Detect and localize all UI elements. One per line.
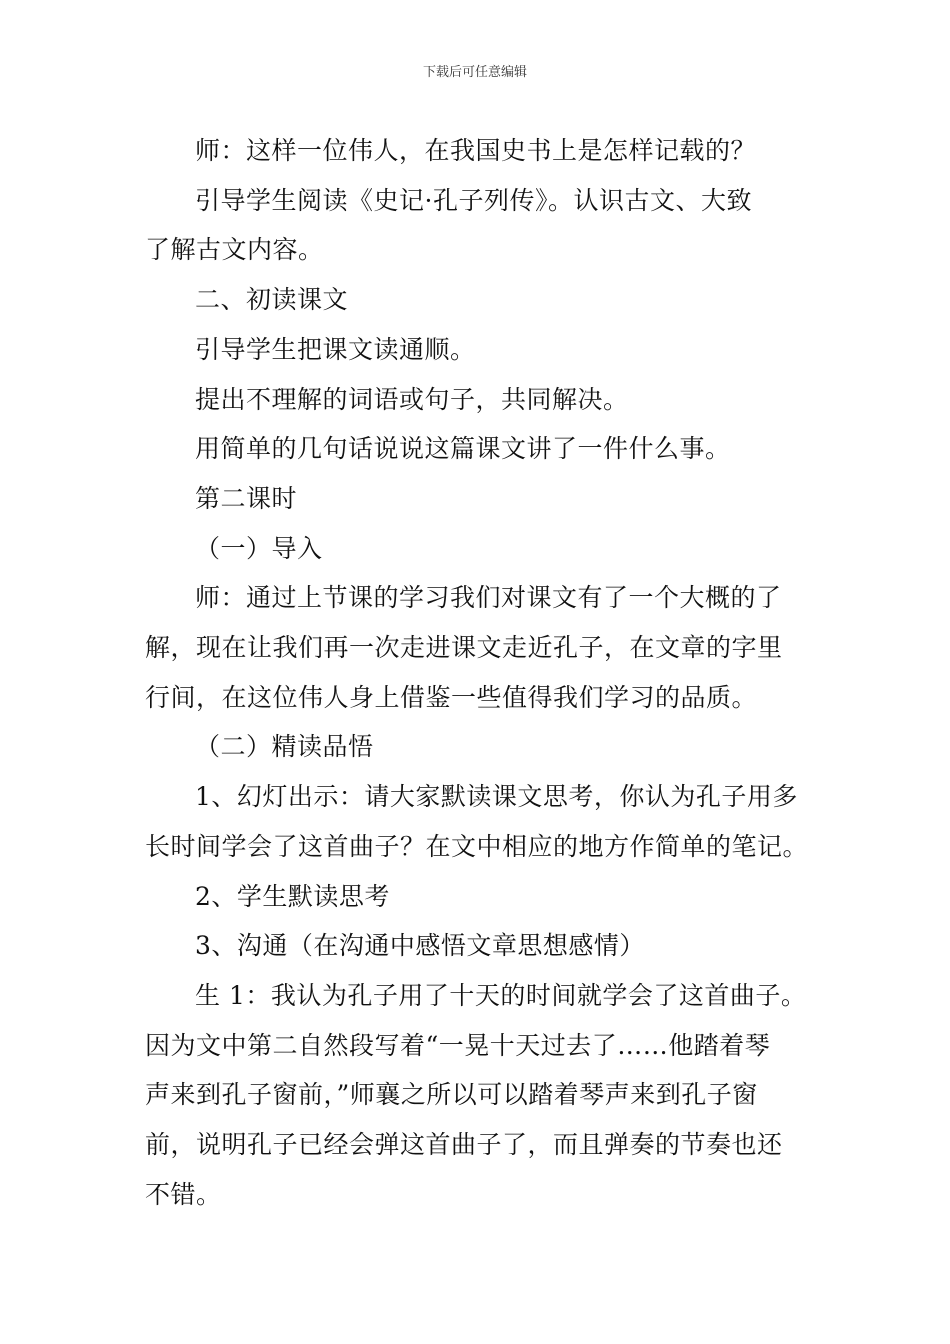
paragraph-line: 不错。 bbox=[145, 1179, 222, 1209]
paragraph-line: 提出不理解的词语或句子，共同解决。 bbox=[195, 384, 629, 414]
paragraph-line: 长时间学会了这首曲子？在文中相应的地方作简单的笔记。 bbox=[145, 831, 809, 861]
page-header: 下载后可任意编辑 bbox=[422, 65, 527, 80]
subsection-heading: （二）精读品悟 bbox=[195, 732, 374, 762]
paragraph-line: 前，说明孔子已经会弹这首曲子了，而且弹奏的节奏也还 bbox=[145, 1130, 783, 1160]
paragraph-line: 3、沟通（在沟通中感悟文章思想感情） bbox=[195, 931, 645, 961]
paragraph-line: 引导学生阅读《史记·孔子列传》。认识古文、大致 bbox=[195, 185, 752, 215]
paragraph-line: 声来到孔子窗前，”师襄之所以可以踏着琴声来到孔子窗 bbox=[145, 1080, 758, 1110]
paragraph-line: 用简单的几句话说说这篇课文讲了一件什么事。 bbox=[195, 434, 731, 464]
paragraph-line: 生 1：我认为孔子用了十天的时间就学会了这首曲子。 bbox=[195, 980, 807, 1010]
paragraph-line: 师：通过上节课的学习我们对课文有了一个大概的了 bbox=[195, 583, 782, 613]
paragraph-line: 2、学生默读思考 bbox=[195, 881, 390, 911]
paragraph-line: 1、幻灯出示：请大家默读课文思考，你认为孔子用多 bbox=[195, 782, 798, 812]
subsection-heading: （一）导入 bbox=[195, 533, 323, 563]
paragraph-line: 因为文中第二自然段写着“一晃十天过去了……他踏着琴 bbox=[145, 1030, 771, 1060]
section-heading: 第二课时 bbox=[195, 483, 298, 513]
paragraph-line: 引导学生把课文读通顺。 bbox=[195, 334, 476, 364]
paragraph-line: 解，现在让我们再一次走进课文走近孔子，在文章的字里 bbox=[145, 633, 783, 663]
section-heading: 二、初读课文 bbox=[195, 285, 349, 315]
paragraph-line: 了解古文内容。 bbox=[145, 235, 324, 265]
document-body bbox=[145, 126, 813, 1219]
paragraph-line: 师：这样一位伟人，在我国史书上是怎样记载的？ bbox=[195, 136, 757, 165]
paragraph-line: 行间，在这位伟人身上借鉴一些值得我们学习的品质。 bbox=[145, 682, 758, 712]
